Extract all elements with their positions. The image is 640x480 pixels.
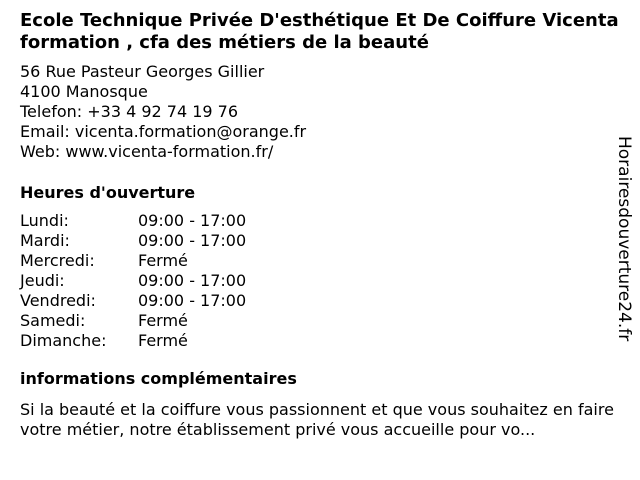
hours-heading: Heures d'ouverture xyxy=(20,183,196,202)
phone-line: Telefon: +33 4 92 74 19 76 xyxy=(20,102,239,121)
watermark-text: Horairesdouverture24.fr xyxy=(614,136,634,342)
web-line: Web: www.vicenta-formation.fr/ xyxy=(20,142,274,161)
hours-row-sunday xyxy=(20,331,620,351)
day-label: Lundi: xyxy=(20,211,69,230)
email-line: Email: vicenta.formation@orange.fr xyxy=(20,122,307,141)
street-address: 56 Rue Pasteur Georges Gillier xyxy=(20,62,265,81)
info-text: Si la beauté et la coiffure vous passionnent et que vous souhaitez en faire votre métier, notre établissement privé vous accueille pour vo... xyxy=(20,400,614,439)
hours-value: 09:00 - 17:00 xyxy=(138,211,247,230)
city-line: 4100 Manosque xyxy=(20,82,148,101)
hours-value: 09:00 - 17:00 xyxy=(138,291,247,310)
day-label: Vendredi: xyxy=(20,291,96,310)
hours-row-saturday xyxy=(20,311,620,331)
hours-row-thursday xyxy=(20,271,620,291)
business-card xyxy=(20,10,620,440)
day-label: Samedi: xyxy=(20,311,86,330)
hours-row-tuesday xyxy=(20,231,620,251)
business-name: Ecole Technique Privée D'esthétique Et De Coiffure Vicenta formation , cfa des métiers de la beauté xyxy=(20,10,619,53)
hours-value: 09:00 - 17:00 xyxy=(138,271,247,290)
hours-value: Fermé xyxy=(138,251,188,270)
hours-row-monday xyxy=(20,211,620,231)
watermark xyxy=(612,136,636,346)
hours-table xyxy=(20,211,620,351)
day-label: Jeudi: xyxy=(20,271,65,290)
day-label: Mercredi: xyxy=(20,251,95,270)
address-block xyxy=(20,62,620,162)
hours-value: 09:00 - 17:00 xyxy=(138,231,247,250)
hours-value: Fermé xyxy=(138,311,188,330)
day-label: Dimanche: xyxy=(20,331,107,350)
info-heading: informations complémentaires xyxy=(20,369,297,388)
day-label: Mardi: xyxy=(20,231,70,250)
hours-value: Fermé xyxy=(138,331,188,350)
hours-row-wednesday xyxy=(20,251,620,271)
hours-row-friday xyxy=(20,291,620,311)
